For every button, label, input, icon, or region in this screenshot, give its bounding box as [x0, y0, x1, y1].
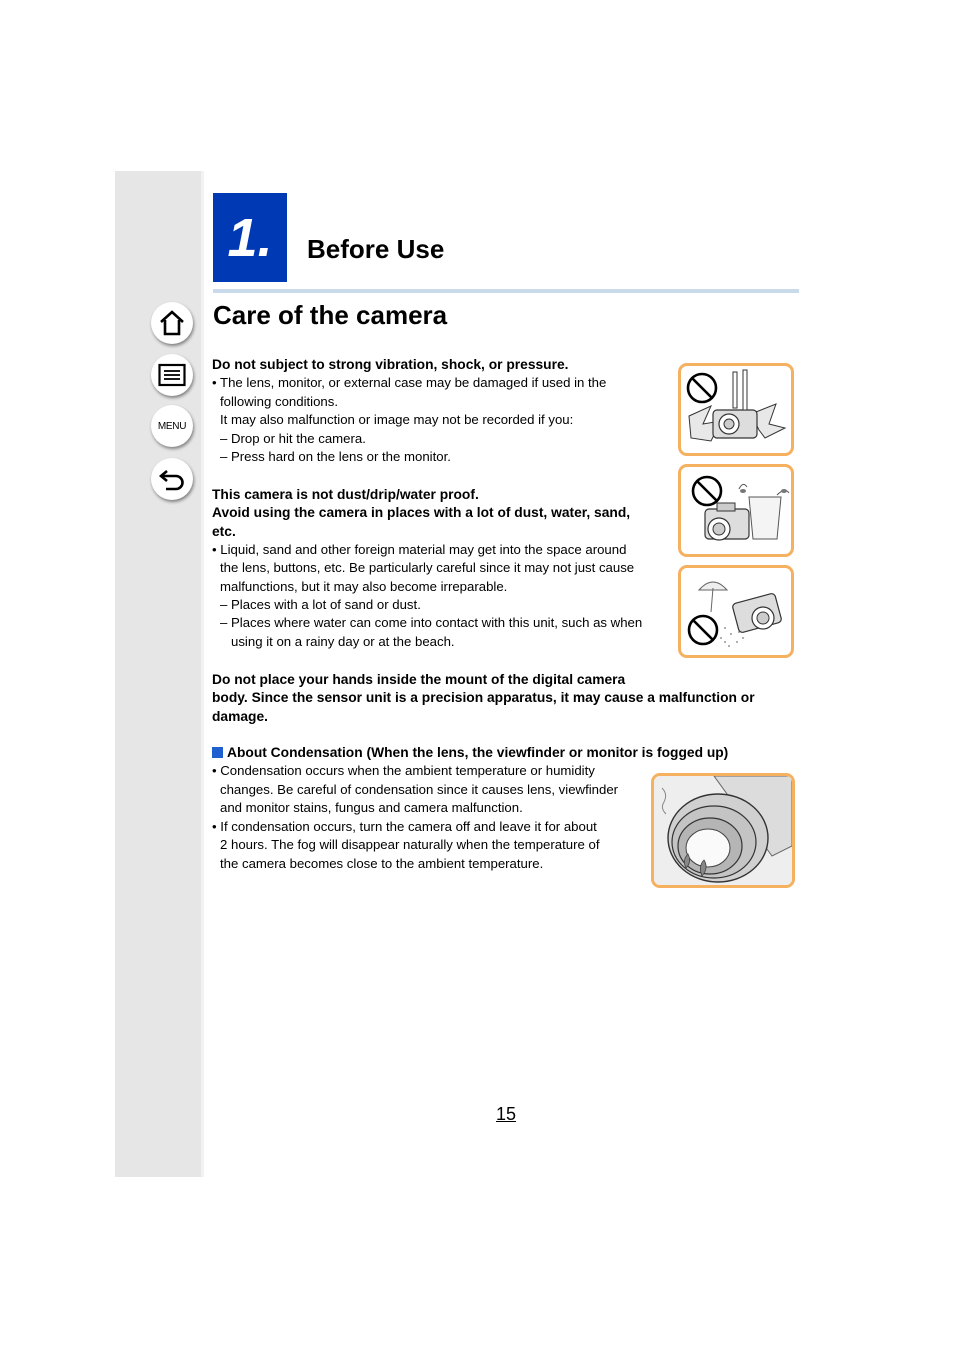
condensation-line: the camera becomes close to the ambient temperature.: [220, 856, 544, 871]
dust-line: • Liquid, sand and other foreign material may get into the space around: [212, 542, 627, 557]
condensation-line: and monitor stains, fungus and camera malfunction.: [220, 800, 523, 815]
dust-heading: This camera is not dust/drip/water proof.: [212, 487, 479, 502]
mount-heading: body. Since the sensor unit is a precision apparatus, it may cause a malfunction or: [212, 690, 755, 705]
mount-heading: Do not place your hands inside the mount of the digital camera: [212, 672, 626, 687]
dust-heading: Avoid using the camera in places with a lot of dust, water, sand,: [212, 505, 631, 520]
dust-line: – Places with a lot of sand or dust.: [220, 597, 421, 612]
chapter-title: Before Use: [307, 234, 445, 264]
vibration-line: • The lens, monitor, or external case may be damaged if used in the: [212, 375, 607, 390]
dust-line: the lens, buttons, etc. Be particularly careful since it may not just cause: [220, 560, 635, 575]
condensation-heading-text: About Condensation (When the lens, the viewfinder or monitor is fogged up): [227, 745, 729, 760]
back-arrow-icon: [158, 465, 186, 493]
shock-illustration: [678, 363, 794, 456]
back-button[interactable]: [151, 458, 193, 500]
bullet-square: [212, 747, 223, 758]
title-rule: [213, 289, 799, 293]
condensation-line: changes. Be careful of condensation since it causes lens, viewfinder: [220, 782, 619, 797]
list-icon: [158, 363, 186, 387]
dust-line: malfunctions, but it may also become irreparable.: [220, 579, 508, 594]
dust-heading: etc.: [212, 524, 236, 539]
mount-heading: damage.: [212, 709, 268, 724]
water-illustration: [678, 464, 794, 557]
vibration-line: – Press hard on the lens or the monitor.: [220, 449, 451, 464]
page-number[interactable]: 15: [496, 1104, 517, 1124]
sand-illustration: [678, 565, 794, 658]
menu-button[interactable]: [151, 405, 193, 447]
condensation-line: • If condensation occurs, turn the camera off and leave it for about: [212, 819, 597, 834]
sidebar-edge: [201, 171, 204, 1177]
vibration-line: It may also malfunction or image may not be recorded if you:: [220, 412, 574, 427]
home-button[interactable]: [151, 302, 193, 344]
condensation-line: 2 hours. The fog will disappear naturally when the temperature of: [220, 837, 600, 852]
condensation-line: • Condensation occurs when the ambient temperature or humidity: [212, 763, 595, 778]
contents-button[interactable]: [151, 354, 193, 396]
dust-line: – Places where water can come into contact with this unit, such as when: [220, 615, 643, 630]
vibration-line: following conditions.: [220, 394, 339, 409]
dust-line: using it on a rainy day or at the beach.: [231, 634, 455, 649]
condensation-illustration: [651, 773, 795, 888]
vibration-heading: Do not subject to strong vibration, shock, or pressure.: [212, 357, 569, 372]
vibration-line: – Drop or hit the camera.: [220, 431, 366, 446]
menu-label: MENU: [157, 420, 187, 432]
chapter-number: 1.: [213, 193, 287, 282]
section-title: Care of the camera: [213, 300, 448, 330]
home-icon: [158, 309, 186, 337]
condensation-heading: [212, 744, 728, 763]
